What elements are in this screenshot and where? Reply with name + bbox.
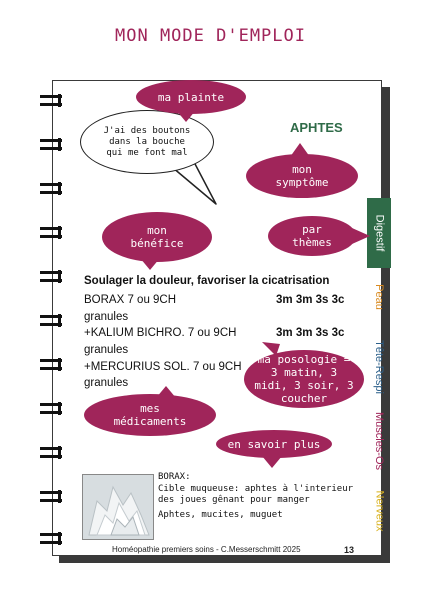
remedy-dose: 3m 3m 3s 3c [276, 327, 345, 339]
spiral-ring-icon [40, 226, 66, 240]
pointer-icon [176, 110, 196, 122]
page-number: 13 [344, 545, 355, 555]
spiral-ring-icon [40, 138, 66, 152]
spiral-ring-icon [40, 446, 66, 460]
tab-label: Muscles-Os [373, 411, 385, 471]
footer-credit: Homéopathie premiers soins - C.Messerschmitt 2025 [112, 545, 301, 554]
tab-label: Nerveux [373, 490, 385, 532]
info-line: Cible muqueuse: aphtes à l'interieur [158, 484, 354, 494]
speech-line: dans la bouche [109, 136, 185, 147]
remedy-form: granules [84, 377, 129, 389]
pointer-icon [262, 456, 282, 468]
speech-line: qui me font mal [106, 147, 188, 158]
remedy-form: granules [84, 311, 129, 323]
tab-muscles-os[interactable] [367, 406, 391, 476]
spiral-ring-icon [40, 358, 66, 372]
tab-tete-respi[interactable] [367, 332, 391, 402]
speech-line: J'ai des boutons [103, 125, 191, 136]
bubble-text: par thèmes [292, 223, 332, 249]
spiral-ring-icon [40, 94, 66, 108]
bubble-mon-benefice [102, 212, 212, 262]
bubble-ma-posologie [244, 350, 364, 408]
pointer-icon [140, 258, 160, 270]
symptom-title: APHTES [290, 120, 343, 135]
spiral-ring-icon [40, 182, 66, 196]
borax-mineral-image [82, 474, 154, 540]
page-title: MON MODE D'EMPLOI [115, 26, 306, 46]
bubble-par-themes [268, 216, 356, 256]
info-line: des joues gênant pour manger [158, 495, 310, 505]
bubble-mon-symptome [246, 154, 358, 198]
info-title: BORAX: [158, 472, 191, 482]
bubble-text: mes médicaments [113, 402, 187, 428]
tab-digestif[interactable] [367, 198, 391, 268]
bubble-text: ma plainte [157, 90, 225, 104]
bubble-text: mon bénéfice [130, 224, 184, 250]
spiral-ring-icon [40, 314, 66, 328]
tab-label: Peau [373, 284, 386, 310]
benefit-main: Soulager la douleur [84, 275, 191, 287]
bubble-en-savoir-plus [216, 430, 332, 458]
bubble-ma-plainte [136, 80, 246, 114]
spiral-ring-icon [40, 532, 66, 546]
remedy-name: BORAX 7 ou 9CH [84, 294, 177, 306]
tab-nerveux[interactable] [367, 476, 391, 546]
tab-peau[interactable] [367, 262, 391, 332]
info-line: Aphtes, mucites, muguet [158, 510, 283, 520]
remedy-dose: 3m 3m 3s 3c [276, 294, 345, 306]
remedy-name: +KALIUM BICHRO. 7 ou 9CH [84, 327, 237, 339]
remedy-name: +MERCURIUS SOL. 7 ou 9CH [84, 361, 242, 373]
benefit-rest: , favoriser la cicatrisation [190, 275, 330, 287]
bubble-text: ma posologie = 3 matin, 3 midi, 3 soir, 3 coucher [254, 353, 354, 405]
benefit-text [84, 275, 329, 287]
bubble-text: mon symptôme [275, 163, 329, 189]
tab-label: Digestif [373, 214, 385, 252]
spiral-ring-icon [40, 270, 66, 284]
tab-label: Tête-Respi [373, 340, 386, 394]
spiral-ring-icon [40, 490, 66, 504]
remedy-form: granules [84, 344, 129, 356]
bubble-mes-medicaments [84, 394, 216, 436]
spiral-ring-icon [40, 402, 66, 416]
bubble-text: en savoir plus [227, 437, 321, 451]
